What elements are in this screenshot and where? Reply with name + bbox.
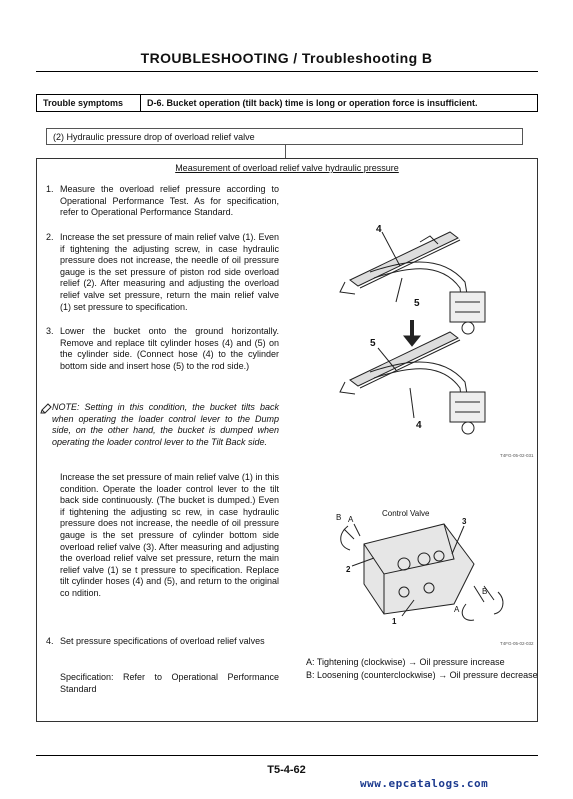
step-text: Set pressure specifications of overload relief valves: [60, 636, 265, 646]
callout-b: B: [482, 587, 488, 596]
watermark: www.epcatalogs.com: [360, 777, 489, 790]
note-text: NOTE: Setting in this condition, the bucket tilts back when operating the loader control lever to the Dump side, on the other hand, the bucket is dumped when operating the loader control lever to the Tilt Back side.: [52, 402, 279, 447]
tilt-cylinder-figure: [300, 222, 540, 462]
callout-b: B: [336, 513, 342, 522]
connector-line: [285, 145, 286, 158]
procedure-heading: Measurement of overload relief valve hydraulic pressure: [175, 163, 399, 173]
step-text: Measure the overload relief pressure according to Operational Performance Test. As for specification, refer to Operational Performance Standard.: [60, 184, 279, 218]
caption-loosening: B: Loosening (counterclockwise) → Oil pressure decrease: [306, 670, 538, 680]
step-number: 3.: [46, 326, 54, 336]
step-1: [46, 184, 279, 219]
step-number: 2.: [46, 232, 54, 242]
step-2: [46, 232, 279, 313]
callout-a: A: [454, 605, 460, 614]
step-3: [46, 326, 279, 372]
title-rule: [36, 71, 538, 72]
callout-4: 4: [376, 224, 382, 235]
step-text: Increase the set pressure of main relief valve (1). Even if tightening the adjusting screw, in case hydraulic pressure does not increase, the needle of oil pressure gauge is the set pressure of piston rod side overload relief (2). After measuring and adjusting the overload relief valve set pressure, return the main relief valve (1) set pressure to specification.: [60, 232, 279, 312]
subsection-heading: (2) Hydraulic pressure drop of overload relief valve: [46, 128, 523, 145]
callout-5: 5: [370, 338, 376, 349]
symptoms-text: D-6. Bucket operation (tilt back) time is long or operation force is insufficient.: [147, 98, 478, 108]
pencil-icon: [40, 402, 52, 420]
specification-text: Specification: Refer to Operational Performance Standard: [60, 672, 279, 694]
figure-id: T4FG-05-02-031: [500, 453, 534, 458]
callout-5: 5: [414, 298, 420, 309]
step-4: [46, 636, 279, 648]
page-number: T5-4-62: [267, 764, 306, 776]
footer-rule: [36, 755, 538, 756]
control-valve-figure: [334, 504, 534, 634]
page-title: TROUBLESHOOTING / Troubleshooting B: [140, 50, 433, 66]
step-number: 4.: [46, 636, 54, 646]
callout-2: 2: [346, 565, 351, 574]
callout-4: 4: [416, 420, 422, 431]
trouble-symptoms-table: [36, 94, 538, 112]
figure-id: T4FG-05-02-032: [500, 641, 534, 646]
measurement-paragraph: Increase the set pressure of main relief valve (1) in this condition. Operate the loader control lever to the tilt back side continuously. (The bucket is dumped.) Even if tightening the adjusting sc rew, in case hydraulic pressure does not increase, the needle of oil pressure gauge is the set pressure of cylinder bottom side overload relief valve (3). After measuring and adjusting the overload relief valve set pressure, return the main relief valve (1) se t pressure to specification. Replace tilt cylinder hoses (4) and (5), and return to the original co ndition.: [60, 472, 279, 598]
callout-1: 1: [392, 617, 397, 626]
callout-3: 3: [462, 517, 467, 526]
control-valve-title: Control Valve: [382, 509, 430, 518]
symptoms-label: Trouble symptoms: [37, 95, 141, 111]
step-number: 1.: [46, 184, 54, 194]
step-text: Lower the bucket onto the ground horizontally. Remove and replace tilt cylinder hoses (4) and (5) on the cylinder side. (Connect hose (4) to the cylinder bottom side and insert hose (5) to the rod side.): [60, 326, 279, 371]
callout-a: A: [348, 515, 354, 524]
caption-tightening: A: Tightening (clockwise) → Oil pressure increase: [306, 657, 505, 667]
